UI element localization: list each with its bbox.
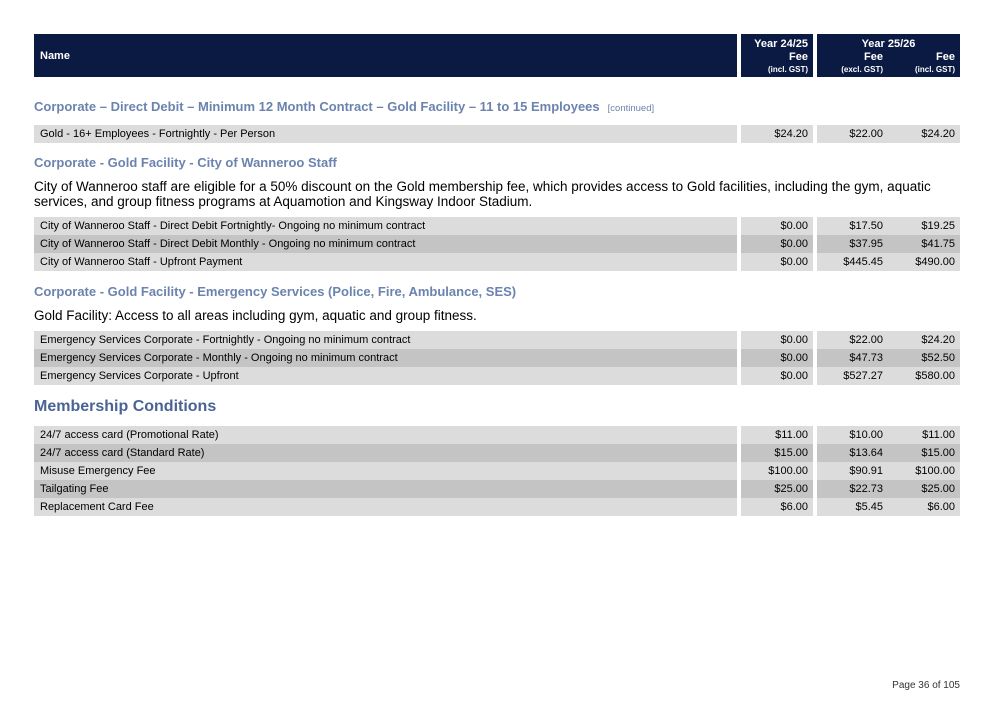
row-fee-2526-excl: $37.95 xyxy=(817,235,888,253)
fee-table-wanneroo-staff xyxy=(34,217,960,271)
section-title-membership-conditions: Membership Conditions xyxy=(34,398,217,415)
row-fee-2526-excl: $445.45 xyxy=(817,253,888,271)
row-fee-2526-incl: $19.25 xyxy=(888,217,960,235)
row-name: City of Wanneroo Staff - Direct Debit Fortnightly- Ongoing no minimum contract xyxy=(34,217,737,235)
section-description-emergency-services: Gold Facility: Access to all areas including gym, aquatic and group fitness. xyxy=(34,308,477,323)
row-fee-2526-incl: $24.20 xyxy=(888,125,960,143)
section-title-corporate-direct-debit: Corporate – Direct Debit – Minimum 12 Month Contract – Gold Facility – 11 to 15 Employees [continued] xyxy=(34,99,655,114)
row-name: Emergency Services Corporate - Upfront xyxy=(34,367,737,385)
row-fee-2425: $6.00 xyxy=(741,498,813,516)
table-row xyxy=(34,426,960,444)
row-name: 24/7 access card (Standard Rate) xyxy=(34,444,737,462)
row-name: City of Wanneroo Staff - Direct Debit Monthly - Ongoing no minimum contract xyxy=(34,235,737,253)
row-fee-2526-excl: $5.45 xyxy=(817,498,888,516)
row-name: Gold - 16+ Employees - Fortnightly - Per Person xyxy=(34,125,737,143)
header-year-2526-gst-excl: (excl. GST) xyxy=(841,65,883,74)
table-row xyxy=(34,235,960,253)
row-fee-2526-incl: $25.00 xyxy=(888,480,960,498)
table-row xyxy=(34,331,960,349)
row-name: Emergency Services Corporate - Fortnightly - Ongoing no minimum contract xyxy=(34,331,737,349)
header-year-2526 xyxy=(817,34,960,77)
row-fee-2526-excl: $22.00 xyxy=(817,125,888,143)
fee-table-corporate-direct-debit xyxy=(34,125,960,143)
row-fee-2425: $0.00 xyxy=(741,331,813,349)
fee-schedule-page xyxy=(34,34,960,516)
page-number: Page 36 of 105 xyxy=(892,680,960,691)
row-fee-2425: $100.00 xyxy=(741,462,813,480)
table-row xyxy=(34,217,960,235)
header-year-2425-fee: Fee xyxy=(789,51,808,63)
row-fee-2526-incl: $11.00 xyxy=(888,426,960,444)
table-row xyxy=(34,462,960,480)
table-row xyxy=(34,253,960,271)
header-year-2526-fee-incl: Fee xyxy=(936,51,955,63)
row-fee-2425: $24.20 xyxy=(741,125,813,143)
row-fee-2425: $15.00 xyxy=(741,444,813,462)
row-fee-2526-excl: $13.64 xyxy=(817,444,888,462)
row-name: 24/7 access card (Promotional Rate) xyxy=(34,426,737,444)
row-fee-2526-incl: $490.00 xyxy=(888,253,960,271)
header-year-2526-fee-excl: Fee xyxy=(864,51,883,63)
fee-table-membership-conditions xyxy=(34,426,960,516)
row-fee-2526-excl: $22.73 xyxy=(817,480,888,498)
table-row xyxy=(34,349,960,367)
row-name: Tailgating Fee xyxy=(34,480,737,498)
header-name: Name xyxy=(34,34,737,77)
table-row xyxy=(34,125,960,143)
table-row xyxy=(34,444,960,462)
header-year-2425 xyxy=(741,34,813,77)
row-fee-2425: $0.00 xyxy=(741,235,813,253)
table-row xyxy=(34,367,960,385)
row-name: Emergency Services Corporate - Monthly - Ongoing no minimum contract xyxy=(34,349,737,367)
row-fee-2425: $25.00 xyxy=(741,480,813,498)
header-year-2425-label: Year 24/25 xyxy=(754,38,808,50)
fee-table-emergency-services xyxy=(34,331,960,385)
row-fee-2526-incl: $41.75 xyxy=(888,235,960,253)
row-fee-2526-excl: $527.27 xyxy=(817,367,888,385)
row-fee-2526-excl: $90.91 xyxy=(817,462,888,480)
row-fee-2526-incl: $15.00 xyxy=(888,444,960,462)
header-year-2425-gst: (incl. GST) xyxy=(768,65,808,74)
header-year-2526-label: Year 25/26 xyxy=(861,38,916,50)
row-fee-2526-excl: $47.73 xyxy=(817,349,888,367)
section-title-emergency-services: Corporate - Gold Facility - Emergency Services (Police, Fire, Ambulance, SES) xyxy=(34,284,517,299)
table-row xyxy=(34,480,960,498)
row-name: City of Wanneroo Staff - Upfront Payment xyxy=(34,253,737,271)
row-fee-2526-excl: $17.50 xyxy=(817,217,888,235)
row-fee-2425: $0.00 xyxy=(741,349,813,367)
row-fee-2526-excl: $22.00 xyxy=(817,331,888,349)
row-name: Misuse Emergency Fee xyxy=(34,462,737,480)
row-name: Replacement Card Fee xyxy=(34,498,737,516)
row-fee-2526-incl: $100.00 xyxy=(888,462,960,480)
row-fee-2526-incl: $580.00 xyxy=(888,367,960,385)
table-header xyxy=(34,34,960,77)
row-fee-2526-excl: $10.00 xyxy=(817,426,888,444)
section-title-wanneroo-staff: Corporate - Gold Facility - City of Wanneroo Staff xyxy=(34,155,337,170)
row-fee-2526-incl: $6.00 xyxy=(888,498,960,516)
row-fee-2526-incl: $52.50 xyxy=(888,349,960,367)
table-row xyxy=(34,498,960,516)
row-fee-2425: $0.00 xyxy=(741,367,813,385)
continued-note: [continued] xyxy=(607,103,655,114)
header-year-2526-gst-incl: (incl. GST) xyxy=(915,65,955,74)
section-description-wanneroo-staff: City of Wanneroo staff are eligible for a 50% discount on the Gold membership fee, which provides access to Gold facilities, including the gym, aquatic services, and group fitness programs at Aquamotion and Kingsway Indoor Stadium. xyxy=(34,179,931,209)
row-fee-2425: $11.00 xyxy=(741,426,813,444)
row-fee-2425: $0.00 xyxy=(741,217,813,235)
row-fee-2425: $0.00 xyxy=(741,253,813,271)
row-fee-2526-incl: $24.20 xyxy=(888,331,960,349)
